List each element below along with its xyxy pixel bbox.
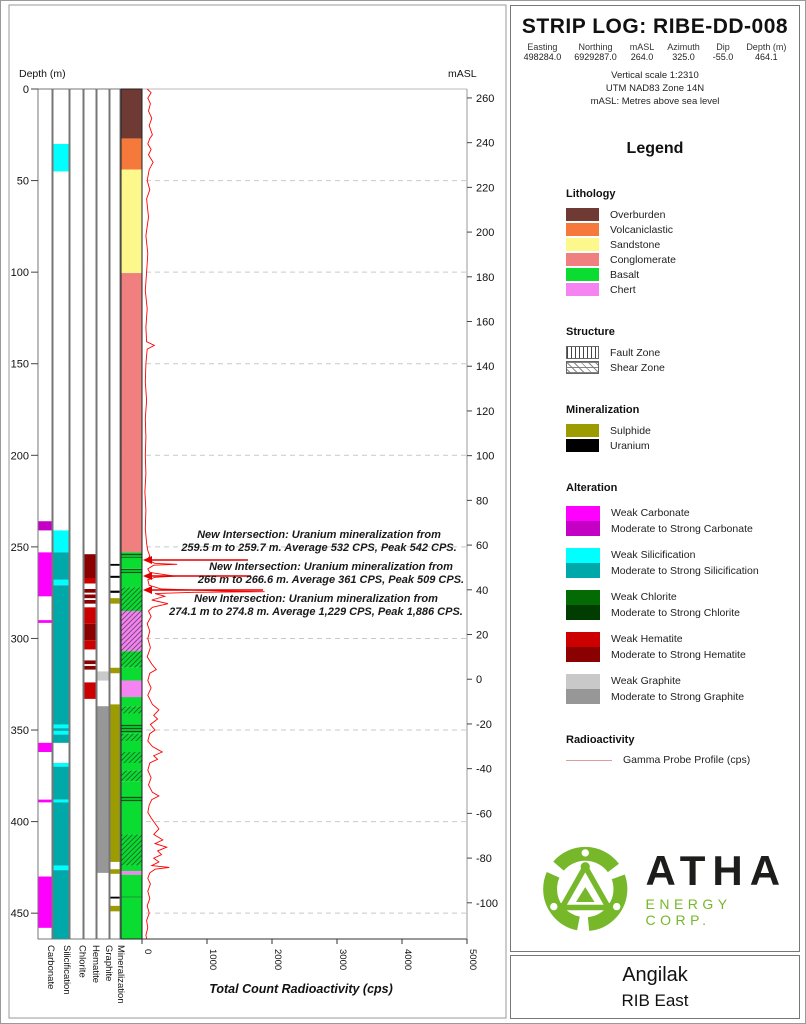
silicification-interval: [54, 530, 69, 552]
masl-tick-label: -100: [476, 897, 499, 910]
lithology-interval: [121, 681, 142, 697]
track-chlorite: [70, 89, 83, 939]
masl-tick-label: 160: [476, 316, 495, 329]
cps-tick-label: 3000: [337, 949, 348, 971]
note-line: UTM NAD83 Zone 14N: [605, 82, 705, 94]
masl-tick-label: 220: [476, 182, 495, 195]
masl-tick-label: -40: [476, 763, 492, 776]
lithology-interval: [121, 866, 142, 871]
cps-tick-label: 2000: [272, 949, 283, 971]
fault-pattern-swatch: [566, 346, 599, 359]
masl-axis-title: mASL: [448, 68, 477, 80]
hematite-interval: [85, 640, 96, 649]
hematite-interval: [85, 682, 96, 698]
fault-zone-overlay: [121, 725, 142, 734]
shear-zone-overlay: [121, 587, 142, 611]
hematite-interval: [85, 600, 96, 604]
legend-item-label: Basalt: [610, 268, 640, 281]
carbonate-interval: [39, 877, 52, 928]
legend-item: [566, 346, 799, 359]
hematite-interval: [85, 594, 96, 598]
lithology-interval: [121, 714, 142, 725]
masl-tick-label: 80: [476, 495, 489, 508]
depth-tick-label: 350: [10, 725, 29, 738]
alteration-swatch: [566, 506, 600, 536]
track-label: Graphite: [103, 945, 114, 982]
masl-tick-label: -80: [476, 853, 492, 866]
alteration-swatch: [566, 632, 600, 662]
masl-tick-label: 100: [476, 450, 495, 463]
carbonate-interval: [39, 620, 52, 623]
depth-tick-label: 400: [10, 816, 29, 829]
info-panel: [510, 5, 800, 952]
hematite-interval: [85, 607, 96, 623]
lithology-interval: [121, 899, 142, 939]
depth-tick-label: 450: [10, 908, 29, 921]
annotation-line: 266 m to 266.6 m. Average 361 CPS, Peak 509 CPS.: [197, 574, 465, 586]
legend-heading: Legend: [626, 140, 684, 158]
alteration-legend-item: Weak Carbonate Moderate to Strong Carbonate: [566, 506, 799, 536]
shear-zone-overlay: [121, 734, 142, 741]
silicification-interval: [54, 802, 69, 865]
legend-item-label: Shear Zone: [610, 361, 665, 374]
masl-tick-label: -20: [476, 718, 492, 731]
lithology-swatch: [566, 238, 599, 251]
sulphide-interval: [111, 598, 120, 603]
lithology-interval: [121, 871, 142, 875]
sulphide-interval: [111, 906, 120, 911]
collar-field: Easting 498284.0: [523, 42, 562, 62]
sulphide-interval: [111, 668, 120, 673]
mineralization-swatch: [566, 424, 599, 437]
silicification-interval: [54, 731, 69, 735]
legend-section-radioactivity: Radioactivity: [566, 734, 635, 747]
collar-field: Northing 6929287.0: [574, 42, 617, 62]
track-graphite: [97, 89, 109, 939]
shear-zone-overlay: [121, 752, 142, 763]
graphite-interval: [98, 671, 109, 680]
lithology-swatch: [566, 208, 599, 221]
gamma-profile-line: [145, 89, 265, 939]
track-hematite: [84, 89, 96, 939]
masl-tick-label: 40: [476, 584, 489, 597]
lithology-interval: [121, 741, 142, 752]
lithology-interval: [121, 89, 142, 138]
lithology-swatch: [566, 283, 599, 296]
atha-logo: [539, 841, 799, 937]
track-mineralization: [110, 89, 120, 939]
fault-zone-overlay: [121, 897, 142, 899]
legend-item: [566, 424, 799, 437]
alteration-legend-item: Weak Silicification Moderate to Strong Silicification: [566, 548, 799, 578]
masl-tick-label: 260: [476, 92, 495, 105]
silicification-interval: [54, 552, 69, 579]
area-name: RIB East: [621, 990, 689, 1010]
depth-tick-label: 0: [22, 84, 29, 96]
silicification-interval: [54, 870, 69, 939]
note-line: mASL: Metres above sea level: [590, 95, 720, 107]
masl-tick-label: 140: [476, 361, 495, 374]
masl-tick-label: -60: [476, 808, 492, 821]
depth-tick-label: 150: [10, 358, 29, 371]
masl-tick-label: 180: [476, 271, 495, 284]
legend-item-label: Conglomerate: [610, 253, 676, 266]
legend-section-mineralization: Mineralization: [566, 404, 640, 417]
depth-axis-title: Depth (m): [19, 68, 66, 80]
legend-item: [566, 754, 799, 766]
masl-tick-label: 240: [476, 137, 495, 150]
legend-item: [566, 361, 799, 374]
lithology-interval: [121, 573, 142, 587]
shear-zone-overlay: [121, 770, 142, 781]
silicification-interval: [54, 725, 69, 729]
cps-tick-label: 1000: [207, 949, 218, 971]
carbonate-interval: [39, 800, 52, 803]
lithology-interval: [121, 801, 142, 834]
lithology-interval: [121, 697, 142, 706]
track-silicification: [53, 89, 69, 939]
graphite-interval: [98, 706, 109, 873]
alteration-legend-item: Weak Chlorite Moderate to Strong Chlorite: [566, 590, 799, 620]
lithology-interval: [121, 273, 142, 552]
lithology-swatch: [566, 268, 599, 281]
legend-item-label: Chert: [610, 283, 636, 296]
annotation-line: New Intersection: Uranium mineralization from: [197, 529, 441, 541]
legend-item-label: Sandstone: [610, 238, 661, 251]
annotation-line: 274.1 m to 274.8 m. Average 1,229 CPS, Peak 1,886 CPS.: [169, 606, 463, 618]
uranium-interval: [111, 564, 120, 566]
masl-tick-label: 60: [476, 540, 489, 553]
annotation-line: 259.5 m to 259.7 m. Average 532 CPS, Peak 542 CPS.: [181, 542, 457, 554]
carbonate-interval: [39, 552, 52, 596]
masl-tick-label: 120: [476, 405, 495, 418]
annotation-line: New Intersection: Uranium mineralization from: [209, 561, 453, 573]
legend-item-label: Overburden: [610, 208, 666, 221]
lithology-interval: [121, 170, 142, 273]
silicification-interval: [54, 728, 69, 731]
track-label: Carbonate: [45, 945, 56, 990]
uranium-interval: [111, 576, 120, 578]
shear-pattern-swatch: [566, 361, 599, 374]
collar-info-table: [511, 42, 799, 62]
lithology-interval: [121, 138, 142, 169]
hematite-interval: [85, 554, 96, 578]
lithology-interval: [121, 668, 142, 681]
track-label: Mineralization: [115, 945, 126, 1004]
note-line: Vertical scale 1:2310: [611, 70, 699, 81]
shear-zone-overlay: [121, 611, 142, 651]
legend-item: [566, 439, 799, 452]
cps-tick-label: 0: [142, 949, 153, 955]
shear-zone-overlay: [121, 706, 142, 713]
hematite-interval: [85, 666, 96, 670]
hematite-interval: [85, 660, 96, 664]
lithology-swatch: [566, 223, 599, 236]
collar-field: mASL 264.0: [629, 42, 655, 62]
legend-item: [566, 238, 799, 251]
silicification-interval: [54, 767, 69, 800]
shear-zone-overlay: [121, 651, 142, 667]
lithology-interval: [121, 781, 142, 796]
logo-subtext: ENERGY CORP.: [645, 896, 732, 928]
track-lithology: [121, 89, 142, 939]
track-label: Hematite: [90, 945, 101, 984]
atha-logo-text: [645, 847, 800, 928]
legend-item-label: Fault Zone: [610, 346, 661, 359]
alteration-legend-item: Weak Graphite Moderate to Strong Graphite: [566, 674, 799, 704]
legend-item: [566, 208, 799, 221]
legend-item-label: Volcaniclastic: [610, 223, 674, 236]
legend-item: [566, 253, 799, 266]
depth-tick-label: 250: [10, 541, 29, 554]
uranium-interval: [111, 897, 120, 899]
depth-tick-label: 300: [10, 633, 29, 646]
silicification-interval: [54, 144, 69, 171]
annotation-line: New Intersection: Uranium mineralization from: [194, 593, 438, 605]
alteration-swatch: [566, 674, 600, 704]
project-footer: [510, 955, 800, 1019]
collar-field: Azimuth 325.0: [667, 42, 700, 62]
alteration-legend-item: Weak Hematite Moderate to Strong Hematite: [566, 632, 799, 662]
masl-tick-label: 20: [476, 629, 489, 642]
cps-tick-label: 5000: [467, 949, 478, 971]
legend-item-label: Sulphide: [610, 424, 651, 437]
collar-field: Depth (m) 464.1: [746, 42, 787, 62]
fault-zone-overlay: [121, 552, 142, 557]
sulphide-interval: [111, 704, 120, 862]
legend-section-lithology: Lithology: [566, 188, 616, 201]
gamma-line-sample: [566, 760, 612, 761]
depth-tick-label: 100: [10, 267, 29, 280]
silicification-interval: [54, 735, 69, 743]
hematite-interval: [85, 624, 96, 640]
masl-tick-label: 200: [476, 227, 495, 240]
silicification-interval: [54, 866, 69, 871]
legend-body: [511, 188, 799, 766]
hematite-interval: [85, 578, 96, 583]
carbonate-interval: [39, 521, 52, 530]
page-title: STRIP LOG: RIBE-DD-008: [521, 15, 789, 38]
lithology-interval: [121, 875, 142, 897]
depth-tick-label: 50: [16, 175, 29, 188]
silicification-interval: [54, 580, 69, 585]
intersection-annotations: [143, 529, 464, 618]
alteration-swatch: [566, 548, 600, 578]
carbonate-interval: [39, 743, 52, 752]
shear-zone-overlay: [121, 834, 142, 865]
depth-tick-label: 200: [10, 450, 29, 463]
project-name: Angilak: [622, 963, 688, 986]
track-label: Silicification: [61, 945, 72, 995]
sulphide-interval: [111, 869, 120, 874]
lithology-interval: [121, 763, 142, 770]
logo-wordmark: ATHA: [645, 847, 788, 894]
uranium-interval: [111, 591, 120, 593]
silicification-interval: [54, 585, 69, 724]
lithology-interval: [121, 558, 142, 569]
log-area-border: [9, 5, 506, 1018]
track-carbonate: [38, 89, 52, 939]
legend-item-label: Gamma Probe Profile (cps): [623, 754, 751, 767]
legend-item: [566, 223, 799, 236]
alteration-swatch: [566, 590, 600, 620]
collar-field: Dip -55.0: [712, 42, 734, 62]
masl-tick-label: 0: [476, 674, 483, 687]
atha-logo-mark: [539, 841, 632, 937]
silicification-interval: [54, 763, 69, 767]
fault-zone-overlay: [121, 796, 142, 801]
fault-zone-overlay: [121, 569, 142, 574]
cps-tick-label: 4000: [402, 949, 413, 971]
legend-section-structure: Structure: [566, 326, 615, 339]
mineralization-swatch: [566, 439, 599, 452]
cps-axis-title: Total Count Radioactivity (cps): [209, 982, 393, 996]
legend-section-alteration: Alteration: [566, 482, 618, 495]
legend-item: [566, 283, 799, 296]
silicification-interval: [54, 800, 69, 803]
legend-item: [566, 268, 799, 281]
lithology-swatch: [566, 253, 599, 266]
legend-item-label: Uranium: [610, 439, 650, 452]
hematite-interval: [85, 589, 96, 593]
track-label: Chlorite: [76, 945, 88, 978]
scale-notes: [511, 70, 799, 108]
